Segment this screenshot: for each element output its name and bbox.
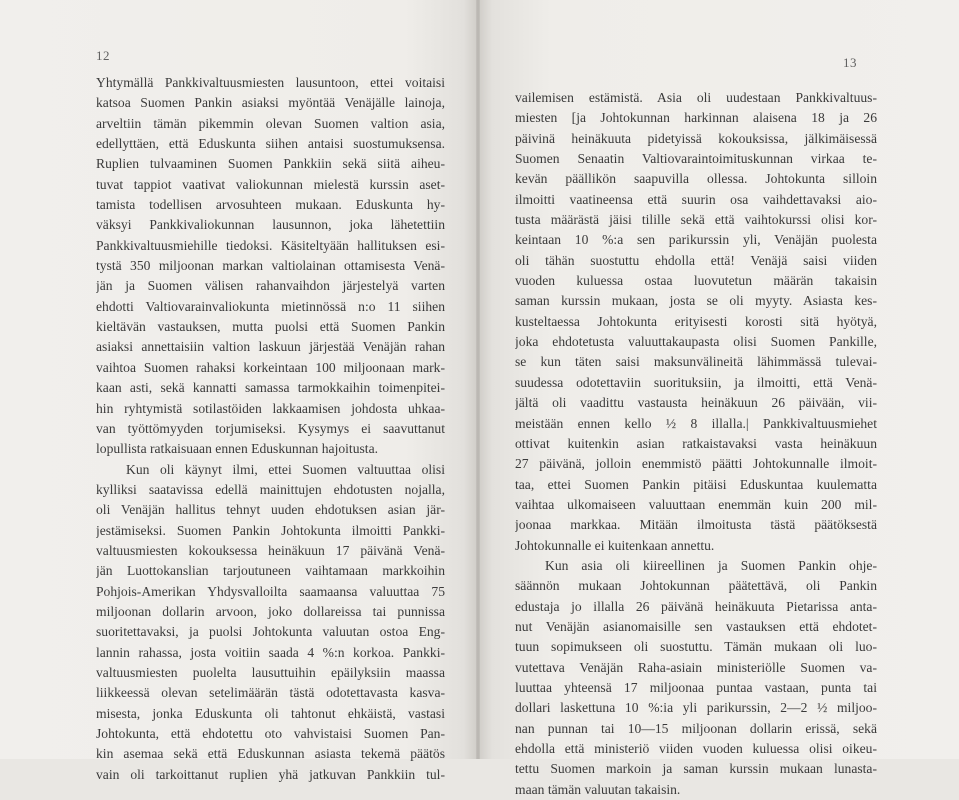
left-page: [0, 0, 478, 782]
text-line: miesten [ja Johtokunnan harkinnan alaisena 18 ja 26: [515, 110, 877, 126]
text-line: päivinä heinäkuuta pidetyissä kokouksissa, jälkimäisessä: [515, 130, 877, 146]
text-line: edellyttäen, että Eduskunta siihen antaisi suostumuksensa.: [96, 136, 445, 152]
text-line: kevän päällikön saapuvilla ollessa. Johtokunta silloin: [515, 171, 877, 187]
text-line: valtuusmiesten kokouksessa heinäkuun 17 päivänä Venä-: [96, 542, 445, 558]
text-line: tuun sopimukseen oli suostuttu. Tämän mukaan oli luo-: [515, 639, 877, 655]
text-line: arveltiin tämän pikemmin olevan Suomen valtion asia,: [96, 115, 445, 131]
text-line: katsoa Suomen Pankin asiaksi myöntää Venäjälle lainoja,: [96, 95, 445, 111]
text-line: lopullista ratkaisuaan ennen Eduskunnan hajoitusta.: [96, 441, 379, 457]
text-line: se kun täten saisi maksunvälineitä lähimmässä tulevai-: [515, 354, 877, 370]
page-number-left: 12: [96, 48, 110, 63]
text-line: vaihtaa ulkomaiseen valuuttaan enemmän kuin 200 mil-: [515, 496, 877, 512]
text-line: joka ehdotetusta valuuttakaupasta olisi Suomen Pankille,: [515, 334, 877, 350]
text-line: asiaksi annettaisiin valtion laskuun järjestää Venäjän rahan: [96, 339, 445, 355]
text-line: tuvat tappiot vaativat valiokunnan mielestä kurssin aset-: [96, 176, 445, 192]
text-line: kaan asti, sekä kannatti samassa tarmokkaihin toimenpitei-: [96, 380, 445, 396]
text-line: väksyi Pankkivaliokunnan lausunnon, joka lähetettiin: [96, 217, 445, 233]
text-line: tettu Suomen markoin ja saman kurssin mukaan lunasta-: [515, 761, 877, 777]
text-line: tusta määrästä jäisi tilille sekä että vaihtokurssi olisi kor-: [515, 212, 877, 228]
text-line: lannin rahassa, josta voitiin saada 4 %:n korkoa. Pankki-: [96, 644, 445, 660]
text-line: luuttaa yhteensä 17 miljoonaa puntaa vastaan, punta tai: [515, 679, 877, 695]
text-line: vaihtoa Suomen rahaksi korkeintaan 100 miljoonaan mark-: [96, 359, 445, 375]
text-line: kieltävän vastauksen, mutta puolsi että Suomen Pankin: [96, 319, 445, 335]
text-line: edustaja jo illalla 26 päivänä heinäkuuta Pietarissa anta-: [515, 598, 877, 614]
text-line: tystä 350 miljoonan markan valtiolainan ottamisesta Venä-: [96, 258, 445, 274]
text-line: vutettava Venäjän Raha-asiain ministeriölle Suomen va-: [515, 659, 877, 675]
right-page: [478, 0, 959, 797]
book-gutter: [476, 0, 480, 759]
text-line: misesta, jonka Eduskunta oli tahtonut ehkäistä, vastasi: [96, 705, 445, 721]
text-line: ehdotti Valtiovarainvaliokunta mietinnössä n:o 11 siihen: [96, 298, 445, 314]
text-line: van työttömyyden torjumiseksi. Kysymys ei saavuttanut: [96, 420, 445, 436]
text-line: Pankkivaltuusmiehille tiedoksi. Käsiteltyään hallituksen esi-: [96, 237, 445, 253]
text-line: dollari laskettuna 10 %:ia yli parikurssin, 2—2 ½ miljoo-: [515, 700, 877, 716]
text-line: vuoden kuluessa ostaa luovutetun määrän takaisin: [515, 273, 877, 289]
text-line: oli Venäjän hallitus tehnyt uuden ehdotuksen asian jär-: [96, 502, 445, 518]
text-line: suudessa odotettaviin suorituksiin, ja ilmoitti, että Venä-: [515, 374, 877, 390]
text-line: Johtokunnalle ei kuitenkaan annettu.: [515, 537, 715, 553]
text-line: kylliksi saatavissa edellä mainittujen ehdotusten nojalla,: [96, 481, 445, 497]
text-line: Yhtymällä Pankkivaltuusmiesten lausuntoon, ettei voitaisi: [96, 75, 445, 90]
text-line: vailemisen estämistä. Asia oli uudestaan Pankkivaltuus-: [515, 90, 877, 105]
text-line: taa, ettei Suomen Pankin pitäisi Eduskuntaa kuulematta: [515, 476, 877, 492]
text-line: ehdolla että ministeriö viiden vuoden kuluessa olisi oikeu-: [515, 741, 877, 756]
left-page-text: [96, 73, 445, 785]
page-number-right: 13: [843, 55, 857, 70]
text-line: 27 päivänä, jolloin enemmistö päätti Johtokunnalle ilmoit-: [515, 456, 877, 472]
text-line: joonaa markkaa. Mitään ilmoitusta tästä päätöksestä: [515, 517, 877, 533]
text-line: ottivat kuitenkin asian ratkaistavaksi vasta heinäkuun: [515, 435, 877, 451]
text-line: valtuusmiesten puolelta lausuttuihin epäilyksiin maassa: [96, 664, 445, 680]
text-line: Kun oli käynyt ilmi, ettei Suomen valtuuttaa olisi: [126, 461, 445, 477]
text-line: suoritettavaksi, ja puolsi Johtokunta valuutan ostoa Eng-: [96, 624, 445, 640]
text-line: hin ryhtymistä sotilastöiden lakkaamisen johdosta uhkaa-: [96, 400, 445, 416]
text-line: nan punnan tai 10—15 miljoonan dollarin erissä, sekä: [515, 720, 877, 736]
text-line: jän Luottokanslian tarjoutuneen vaihtamaan markkoihin: [96, 563, 445, 579]
text-line: saman kurssin mukaan, josta se oli myyty. Asiasta kes-: [515, 293, 877, 309]
right-page-text: [515, 88, 877, 800]
text-line: keintaan 10 %:a sen parikurssin yli, Venäjän puolesta: [515, 232, 877, 248]
text-line: jestämiseksi. Suomen Pankin Johtokunta ilmoitti Pankki-: [96, 522, 445, 538]
text-line: kin asemaa sekä että Eduskunnan asiasta tekemä päätös: [96, 746, 445, 762]
text-line: maan tämän valuutan takaisin.: [515, 781, 681, 797]
text-line: ilmoitti vaatineensa että suurin osa vaihdettavaksi aio-: [515, 191, 877, 207]
text-line: Suomen Senaatin Valtiovaraintoimituskunnan virkaa te-: [515, 151, 877, 167]
text-line: Johtokunta, että ehdotettu oto vahvistaisi Suomen Pan-: [96, 726, 445, 741]
text-line: oli tähän suostuttu ehdolla että! Venäjä saisi viiden: [515, 252, 877, 268]
text-line: tamista todellisen arvosuhteen mukaan. Eduskunta hy-: [96, 197, 445, 213]
text-line: säännön mukaan Johtokunnan päätettävä, oli Pankin: [515, 578, 877, 594]
text-line: nut Venäjän asianomaisille sen vastauksen että ehdotet-: [515, 618, 877, 634]
text-line: meistään ennen kello ½ 8 illalla.| Pankkivaltuusmiehet: [515, 415, 877, 431]
text-line: kusteltaessa Johtokunta erityisesti korosti sitä hyötyä,: [515, 313, 877, 329]
text-line: vain oli tarkoittanut ruplien yhä jatkuvan Pankkiin tul-: [96, 766, 445, 782]
text-line: jän ja Suomen välisen rahanvaihdon järjestelyä varten: [96, 278, 445, 294]
text-line: miljoonan dollarin arvoon, joko dollareissa tai punnissa: [96, 603, 445, 619]
text-line: jältä oli vaadittu vastausta heinäkuun 26 päivään, vii-: [515, 395, 877, 411]
text-line: Kun asia oli kiireellinen ja Suomen Pankin ohje-: [545, 557, 877, 573]
text-line: Pohjois-Amerikan Yhdysvalloilta saamaansa valuuttaa 75: [96, 583, 445, 599]
text-line: Ruplien tulvaaminen Suomen Pankkiin sekä siitä aiheu-: [96, 156, 445, 172]
text-line: liikkeessä olevan setelimäärän tästä odotettavasta kasva-: [96, 685, 445, 701]
